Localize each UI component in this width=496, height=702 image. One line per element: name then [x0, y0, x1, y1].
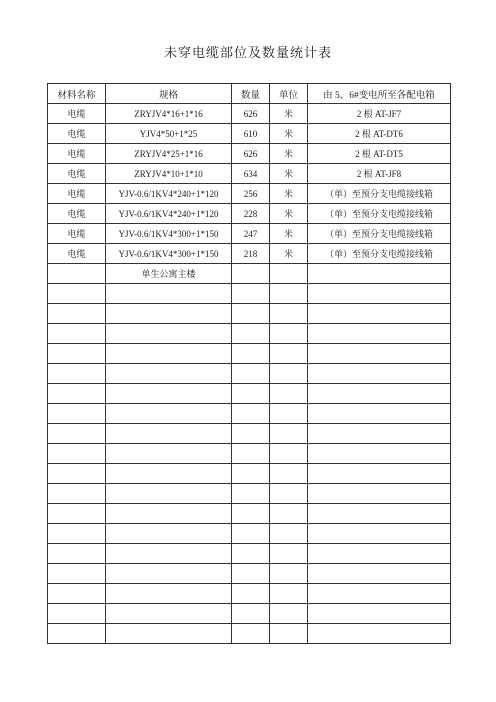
- material-cell: [48, 264, 106, 284]
- table-row: [48, 484, 451, 504]
- table-row: [48, 124, 451, 144]
- quantity-cell: [232, 604, 270, 624]
- table-row: [48, 204, 451, 224]
- destination-cell: [308, 304, 451, 324]
- table-row: [48, 384, 451, 404]
- unit-cell: 米: [270, 124, 308, 144]
- table-row: [48, 344, 451, 364]
- material-cell: 电缆: [48, 104, 106, 124]
- material-cell: [48, 324, 106, 344]
- spec-cell: [106, 384, 232, 404]
- material-cell: [48, 584, 106, 604]
- unit-cell: [270, 584, 308, 604]
- destination-cell: [308, 624, 451, 644]
- material-cell: 电缆: [48, 204, 106, 224]
- spec-cell: [106, 304, 232, 324]
- spec-cell: YJV-0.6/1KV4*300+1*150: [106, 244, 232, 264]
- material-cell: 电缆: [48, 244, 106, 264]
- table-row: [48, 564, 451, 584]
- table-row: [48, 544, 451, 564]
- destination-cell: [308, 464, 451, 484]
- spec-cell: YJV-0.6/1KV4*240+1*120: [106, 184, 232, 204]
- unit-cell: [270, 424, 308, 444]
- unit-cell: [270, 524, 308, 544]
- table-row: [48, 404, 451, 424]
- quantity-cell: [232, 524, 270, 544]
- quantity-cell: [232, 344, 270, 364]
- unit-cell: [270, 304, 308, 324]
- destination-cell: [308, 424, 451, 444]
- material-cell: [48, 424, 106, 444]
- spec-cell: ZRYJV4*25+1*16: [106, 144, 232, 164]
- destination-cell: [308, 364, 451, 384]
- header-quantity: 数量: [232, 84, 270, 104]
- destination-cell: [308, 284, 451, 304]
- spec-cell: [106, 504, 232, 524]
- destination-cell: [308, 404, 451, 424]
- quantity-cell: 247: [232, 224, 270, 244]
- header-specification: 规格: [106, 84, 232, 104]
- quantity-cell: [232, 404, 270, 424]
- quantity-cell: [232, 304, 270, 324]
- unit-cell: 米: [270, 224, 308, 244]
- spec-cell: 单生公寓主楼: [106, 264, 232, 284]
- table-row: [48, 584, 451, 604]
- spec-cell: ZRYJV4*16+1*16: [106, 104, 232, 124]
- quantity-cell: 610: [232, 124, 270, 144]
- unit-cell: 米: [270, 104, 308, 124]
- spec-cell: [106, 584, 232, 604]
- quantity-cell: 218: [232, 244, 270, 264]
- quantity-cell: 626: [232, 104, 270, 124]
- quantity-cell: 228: [232, 204, 270, 224]
- quantity-cell: 634: [232, 164, 270, 184]
- material-cell: [48, 464, 106, 484]
- material-cell: [48, 404, 106, 424]
- destination-cell: [308, 604, 451, 624]
- destination-cell: 2 根 AT-JF8: [308, 164, 451, 184]
- spec-cell: [106, 364, 232, 384]
- destination-cell: [308, 584, 451, 604]
- unit-cell: [270, 344, 308, 364]
- unit-cell: [270, 364, 308, 384]
- unit-cell: [270, 604, 308, 624]
- quantity-cell: [232, 424, 270, 444]
- spec-cell: ZRYJV4*10+1*10: [106, 164, 232, 184]
- unit-cell: [270, 624, 308, 644]
- unit-cell: 米: [270, 184, 308, 204]
- header-unit: 单位: [270, 84, 308, 104]
- material-cell: [48, 544, 106, 564]
- material-cell: [48, 484, 106, 504]
- quantity-cell: [232, 624, 270, 644]
- quantity-cell: [232, 584, 270, 604]
- table-row: [48, 464, 451, 484]
- quantity-cell: [232, 444, 270, 464]
- destination-cell: （单）至预分支电缆接线箱: [308, 204, 451, 224]
- spec-cell: [106, 564, 232, 584]
- material-cell: 电缆: [48, 184, 106, 204]
- quantity-cell: [232, 564, 270, 584]
- destination-cell: [308, 524, 451, 544]
- material-cell: 电缆: [48, 224, 106, 244]
- unit-cell: [270, 284, 308, 304]
- unit-cell: [270, 504, 308, 524]
- material-cell: [48, 624, 106, 644]
- table-row: [48, 264, 451, 284]
- quantity-cell: [232, 464, 270, 484]
- material-cell: [48, 344, 106, 364]
- spec-cell: [106, 604, 232, 624]
- quantity-cell: 256: [232, 184, 270, 204]
- table-row: [48, 364, 451, 384]
- destination-cell: 2 根 AT-DT6: [308, 124, 451, 144]
- unit-cell: [270, 404, 308, 424]
- quantity-cell: [232, 544, 270, 564]
- unit-cell: [270, 444, 308, 464]
- table-row: [48, 284, 451, 304]
- spec-cell: [106, 344, 232, 364]
- destination-cell: 2 根 AT-DT5: [308, 144, 451, 164]
- material-cell: [48, 564, 106, 584]
- unit-cell: 米: [270, 144, 308, 164]
- material-cell: [48, 364, 106, 384]
- quantity-cell: [232, 284, 270, 304]
- unit-cell: 米: [270, 244, 308, 264]
- spec-cell: [106, 524, 232, 544]
- spec-cell: YJV4*50+1*25: [106, 124, 232, 144]
- page-title: 未穿电缆部位及数量统计表: [163, 46, 332, 61]
- spec-cell: [106, 404, 232, 424]
- destination-cell: （单）至预分支电缆接线箱: [308, 224, 451, 244]
- destination-cell: 2 根 AT-JF7: [308, 104, 451, 124]
- destination-cell: [308, 484, 451, 504]
- spec-cell: [106, 444, 232, 464]
- quantity-cell: [232, 264, 270, 284]
- table-row: [48, 244, 451, 264]
- destination-cell: （单）至预分支电缆接线箱: [308, 184, 451, 204]
- unit-cell: 米: [270, 204, 308, 224]
- destination-cell: [308, 324, 451, 344]
- quantity-cell: 626: [232, 144, 270, 164]
- destination-cell: [308, 544, 451, 564]
- table-row: [48, 324, 451, 344]
- table-row: [48, 164, 451, 184]
- spec-cell: [106, 624, 232, 644]
- material-cell: [48, 504, 106, 524]
- table-row: [48, 304, 451, 324]
- table-row: [48, 224, 451, 244]
- table-row: [48, 424, 451, 444]
- destination-cell: [308, 564, 451, 584]
- unit-cell: [270, 264, 308, 284]
- material-cell: 电缆: [48, 144, 106, 164]
- material-cell: [48, 304, 106, 324]
- quantity-cell: [232, 324, 270, 344]
- header-material-name: 材料名称: [48, 84, 106, 104]
- spec-cell: [106, 544, 232, 564]
- material-cell: 电缆: [48, 164, 106, 184]
- table-row: [48, 604, 451, 624]
- unit-cell: 米: [270, 164, 308, 184]
- unit-cell: [270, 564, 308, 584]
- material-cell: [48, 524, 106, 544]
- table-row: [48, 184, 451, 204]
- quantity-cell: [232, 384, 270, 404]
- header-row: [48, 84, 451, 104]
- spec-cell: [106, 464, 232, 484]
- material-cell: [48, 384, 106, 404]
- table-row: [48, 444, 451, 464]
- material-cell: [48, 604, 106, 624]
- destination-cell: [308, 384, 451, 404]
- table-row: [48, 524, 451, 544]
- unit-cell: [270, 484, 308, 504]
- unit-cell: [270, 324, 308, 344]
- destination-cell: [308, 344, 451, 364]
- destination-cell: （单）至预分支电缆接线箱: [308, 244, 451, 264]
- spec-cell: [106, 324, 232, 344]
- cable-statistics-table: [47, 83, 451, 644]
- quantity-cell: [232, 504, 270, 524]
- spec-cell: YJV-0.6/1KV4*300+1*150: [106, 224, 232, 244]
- spec-cell: [106, 424, 232, 444]
- spec-cell: [106, 484, 232, 504]
- destination-cell: [308, 444, 451, 464]
- destination-cell: [308, 264, 451, 284]
- spec-cell: [106, 284, 232, 304]
- spec-cell: YJV-0.6/1KV4*240+1*120: [106, 204, 232, 224]
- unit-cell: [270, 544, 308, 564]
- destination-cell: [308, 504, 451, 524]
- quantity-cell: [232, 484, 270, 504]
- table-row: [48, 624, 451, 644]
- table-row: [48, 504, 451, 524]
- material-cell: [48, 444, 106, 464]
- material-cell: [48, 284, 106, 304]
- material-cell: 电缆: [48, 124, 106, 144]
- table-row: [48, 144, 451, 164]
- unit-cell: [270, 464, 308, 484]
- unit-cell: [270, 384, 308, 404]
- quantity-cell: [232, 364, 270, 384]
- table-row: [48, 104, 451, 124]
- header-destination: 由 5、6#变电所至各配电箱: [308, 84, 451, 104]
